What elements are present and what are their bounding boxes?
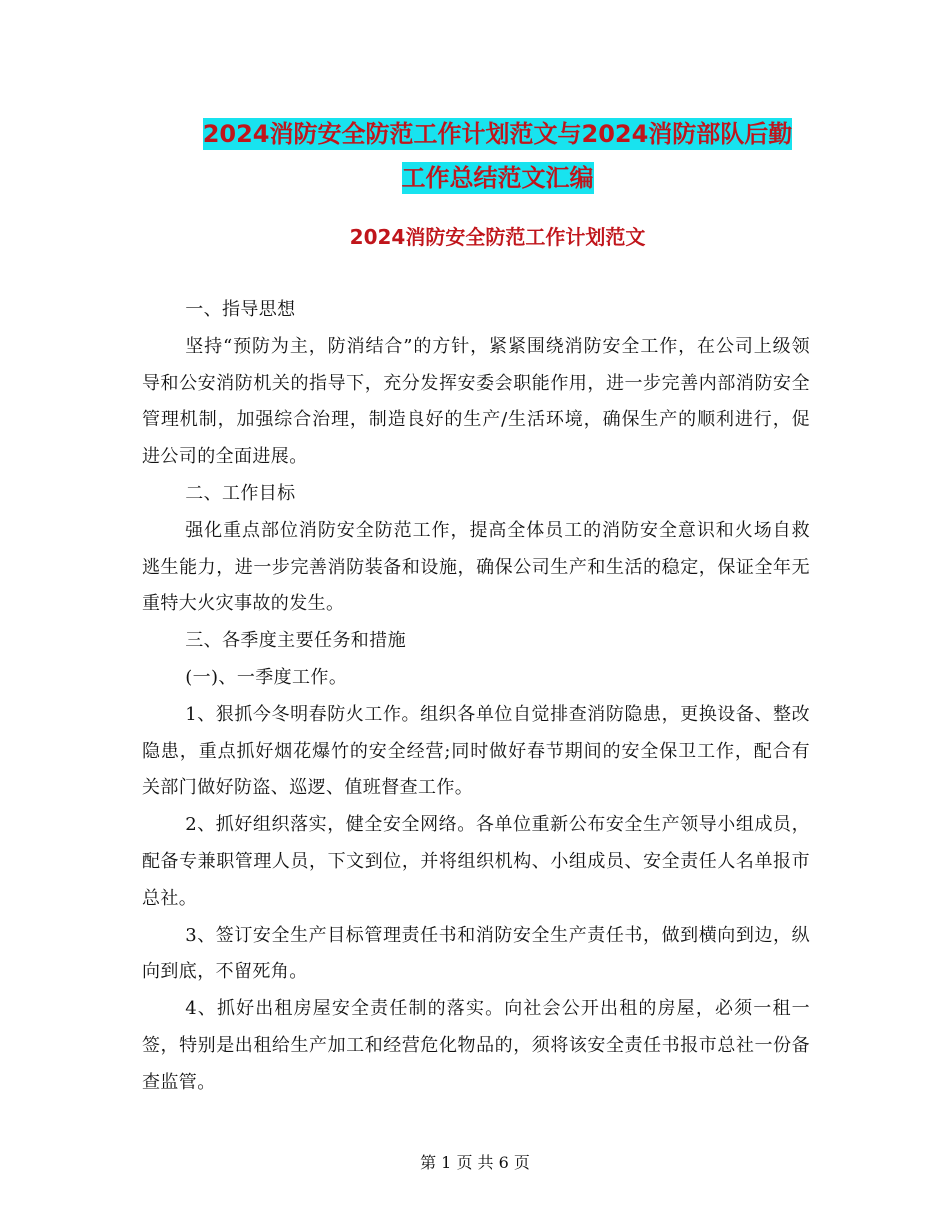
heading-guiding-ideology: 一、指导思想 <box>185 299 296 320</box>
document-title-line-2: 工作总结范文汇编 <box>401 164 594 192</box>
subheading-first-quarter: (一)、一季度工作。 <box>185 666 348 688</box>
document-body <box>142 292 810 1102</box>
paragraph-item-3: 3、签订安全生产目标管理责任书和消防安全生产责任书，做到横向到边，纵向到底，不留死角。 <box>142 924 810 983</box>
page-footer: 第 1 页 共 6 页 <box>420 1153 530 1172</box>
paragraph-item-4: 4、抓好出租房屋安全责任制的落实。向社会公开出租的房屋，必须一租一签，特别是出租给生产加工和经营危化物品的，须将该安全责任书报市总社一份备查监管。 <box>142 998 810 1093</box>
heading-work-goals: 二、工作目标 <box>185 482 296 504</box>
document-title-line-1: 2024消防安全防范工作计划范文与2024消防部队后勤 <box>202 120 793 148</box>
heading-quarterly-tasks: 三、各季度主要任务和措施 <box>185 630 406 652</box>
paragraph-work-goals: 强化重点部位消防安全防范工作，提高全体员工的消防安全意识和火场自救逃生能力，进一步完善消防装备和设施，确保公司生产和生活的稳定，保证全年无重特大火灾事故的发生。 <box>142 519 810 615</box>
paragraph-item-2: 2、抓好组织落实，健全安全网络。各单位重新公布安全生产领导小组成员，配备专兼职管理人员，下文到位，并将组织机构、小组成员、安全责任人名单报市总社。 <box>142 814 810 909</box>
section-title: 2024消防安全防范工作计划范文 <box>349 225 646 249</box>
paragraph-guiding-ideology: 坚持“预防为主，防消结合”的方针，紧紧围绕消防安全工作，在公司上级领导和公安消防机关的指导下，充分发挥安委会职能作用，进一步完善内部消防安全管理机制，加强综合治理，制造良好的生产/生活环境，确保生产的顺利进行，促进公司的全面进展。 <box>142 335 810 468</box>
paragraph-item-1: 1、狠抓今冬明春防火工作。组织各单位自觉排查消防隐患，更换设备、整改隐患，重点抓好烟花爆竹的安全经营;同时做好春节期间的安全保卫工作，配合有关部门做好防盗、巡逻、值班督查工作。 <box>142 703 810 799</box>
document-title <box>140 112 855 200</box>
